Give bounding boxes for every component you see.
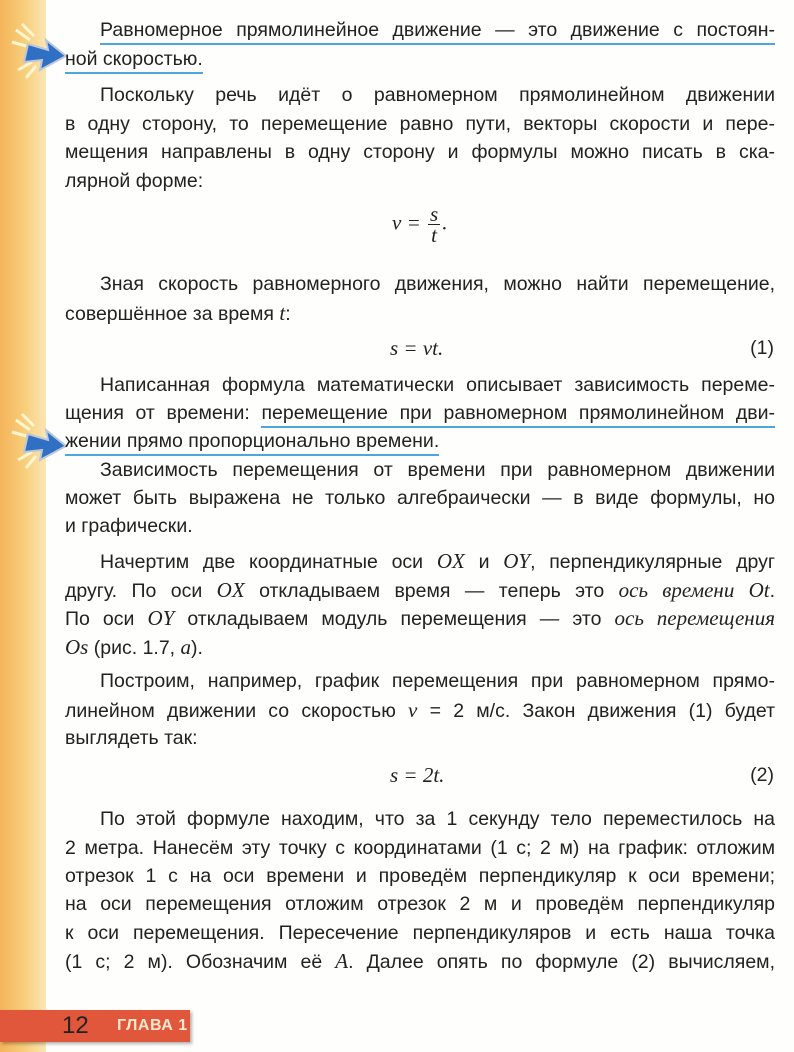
text-segment: По оси: [65, 608, 148, 630]
math-term: Os: [65, 635, 89, 659]
key-point-arrow-icon: [8, 22, 70, 84]
text-line: [65, 400, 775, 426]
chapter-label: ГЛАВА 1: [117, 1017, 188, 1034]
text-line: [65, 428, 775, 454]
formula-lhs: v =: [392, 210, 421, 235]
text-segment: Поскольку речь идёт о равномерном прямолинейном движении: [100, 84, 775, 106]
text-line: [65, 300, 775, 327]
text-segment: может быть выражена не только алгебраически — в виде формулы, но: [65, 487, 775, 509]
math-term: OX: [436, 549, 465, 573]
text-segment: мещения направлены в одну сторону и формулы можно писать в ска-: [65, 141, 775, 163]
text-segment: другу. По оси: [65, 580, 217, 602]
text-segment: в одну сторону, то перемещение равно пути, векторы скорости и пере-: [65, 113, 775, 135]
text-segment: (1 с; 2 м). Обозначим её: [65, 951, 336, 973]
formula-velocity: [392, 204, 447, 245]
numerator: s: [430, 202, 439, 226]
text-line: [65, 605, 775, 632]
text-segment: к оси перемещения. Пересечение перпендикуляров и есть наша точка: [65, 922, 775, 944]
math-term: v: [408, 698, 418, 722]
text-line: [65, 139, 775, 165]
text-segment: щения от времени:: [65, 402, 262, 424]
text-line: [65, 485, 775, 511]
text-line: [100, 548, 775, 575]
text-line: [100, 372, 775, 398]
page-margin-strip: [0, 0, 46, 1052]
page-footer: [0, 1010, 190, 1042]
text-segment: Написанная формула математически описывает зависимость переме-: [100, 374, 775, 396]
text-segment: ).: [191, 637, 203, 659]
text-segment: лярной форме:: [65, 170, 204, 192]
text-segment: Зная скорость равномерного движения, можно найти перемещение,: [100, 273, 775, 295]
key-point-arrow-icon: [8, 412, 70, 474]
text-line: [65, 111, 775, 137]
math-term: OY: [147, 606, 175, 630]
highlighted-definition: перемещение при равномерном прямолинейном дви-: [261, 402, 775, 428]
text-segment: . Далее опять по формуле (2) вычисляем,: [348, 951, 775, 973]
text-segment: на оси перемещения отложим отрезок 2 м и проведём перпендикуляр: [65, 893, 775, 915]
text-line: [100, 271, 775, 297]
text-line: [100, 668, 775, 694]
text-segment: :: [285, 303, 291, 325]
text-segment: = 2 м/с. Закон движения (1) будет: [417, 700, 776, 722]
math-term: А: [335, 949, 349, 973]
math-term: OX: [216, 578, 245, 602]
text-line: [65, 863, 775, 889]
text-line: [65, 513, 775, 539]
text-line: [65, 948, 775, 975]
text-segment: откладываем модуль перемещения — это: [174, 608, 615, 630]
text-segment: Построим, например, график перемещения при равномерном прямо-: [100, 670, 775, 692]
math-term: ось времени Ot: [618, 578, 770, 602]
math-term: t: [279, 301, 286, 325]
page-number: 12: [62, 1012, 89, 1039]
equation-number-2: (2): [750, 764, 774, 786]
equation-number-1: (1): [750, 337, 774, 359]
text-segment: откладываем время — теперь это: [244, 580, 619, 602]
highlighted-definition: Равномерное прямолинейное движение — это движение с постоян-: [100, 19, 775, 45]
math-term: ось перемещения: [614, 606, 775, 630]
text-segment: По этой формуле находим, что за 1 секунду тело переместилось на: [100, 808, 775, 830]
math-term: OY: [503, 549, 531, 573]
denominator: t: [431, 223, 438, 247]
formula-1: s = vt.: [390, 336, 444, 360]
text-line: [100, 457, 775, 483]
text-line: [65, 634, 775, 661]
text-line: [65, 697, 775, 724]
text-line: [65, 46, 775, 72]
text-segment: и графически.: [65, 515, 193, 537]
text-segment: .: [769, 580, 775, 602]
text-segment: совершённое за время: [65, 303, 280, 325]
text-line: [100, 806, 775, 832]
text-segment: (рис. 1.7,: [88, 637, 181, 659]
text-line: [65, 920, 775, 946]
text-segment: Начертим две координатные оси: [100, 551, 437, 573]
text-segment: и: [464, 551, 504, 573]
highlighted-definition: жении прямо пропорционально времени.: [65, 430, 439, 456]
text-segment: выглядеть так:: [65, 727, 198, 749]
text-line: [65, 168, 775, 194]
text-segment: 2 метра. Нанесём эту точку с координатами (1 с; 2 м) на график: отложим: [65, 837, 775, 859]
text-segment: Зависимость перемещения от времени при равномерном движении: [100, 459, 775, 481]
text-line: [65, 835, 775, 861]
text-line: [65, 577, 775, 604]
text-line: [65, 725, 775, 751]
text-line: [100, 82, 775, 108]
text-segment: , перпендикулярные друг: [530, 551, 776, 573]
formula-tail: .: [442, 210, 448, 235]
fraction: [428, 204, 440, 245]
text-line: [100, 17, 775, 43]
text-segment: отрезок 1 с на оси времени и проведём перпендикуляр к оси времени;: [65, 865, 775, 887]
text-segment: линейном движении со скоростью: [65, 700, 409, 722]
text-line: [65, 891, 775, 917]
highlighted-definition: ной скоростью.: [65, 48, 203, 74]
formula-2: s = 2t.: [390, 763, 445, 787]
math-term: а: [180, 635, 192, 659]
